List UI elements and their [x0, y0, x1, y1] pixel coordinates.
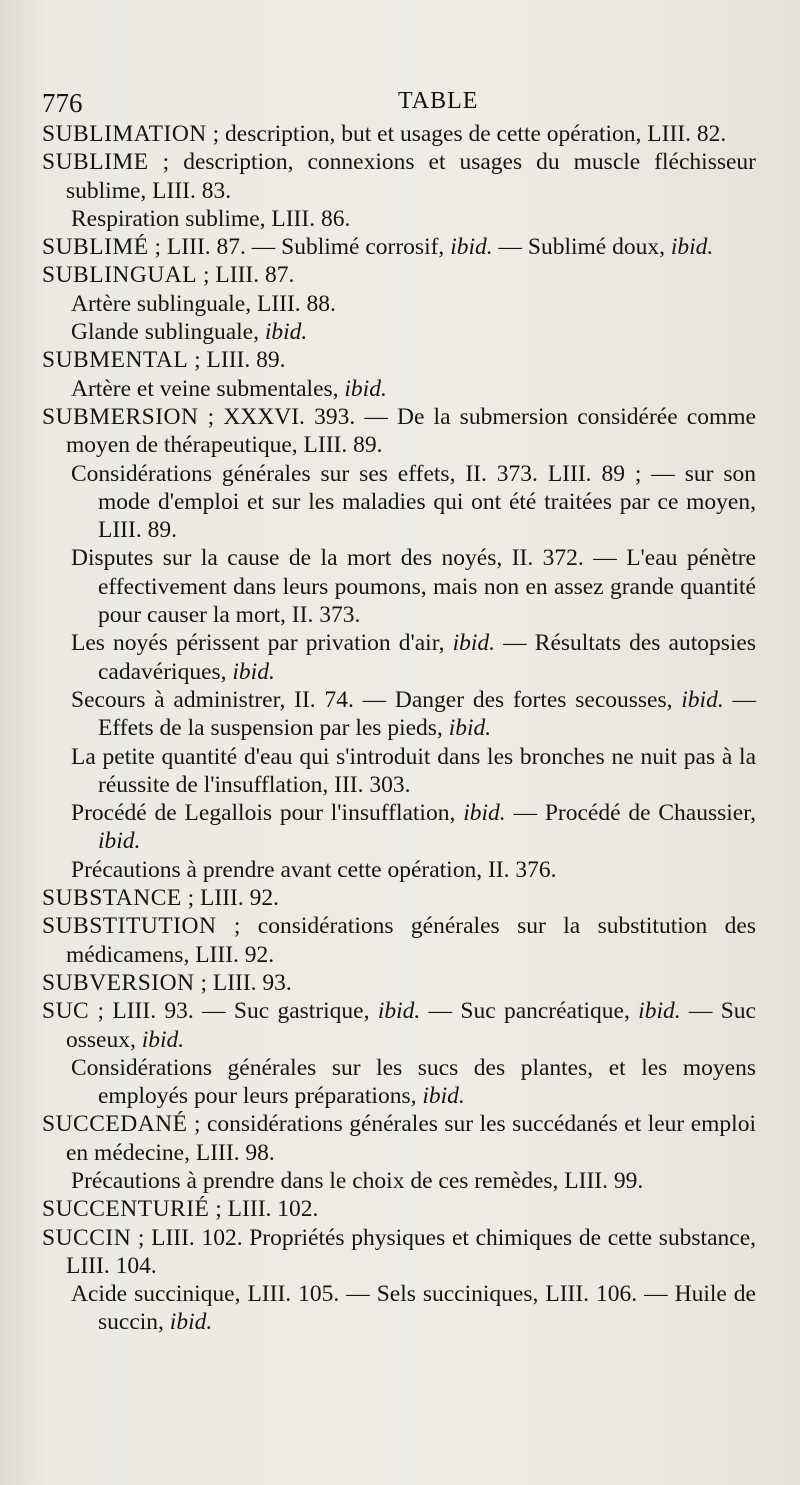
index-entry: [42, 1224, 756, 1281]
entry-text: ; LIII. 87.: [197, 262, 295, 289]
entry-text: ; description, but et usages de cette opération, LIII. 82.: [206, 121, 727, 147]
index-entry: [42, 912, 756, 969]
sub-entry: [42, 1054, 756, 1111]
sub-entry: [42, 375, 756, 403]
entry-headword: SUC: [42, 998, 90, 1025]
sub-entry: [42, 205, 756, 233]
index-entry: [42, 884, 756, 912]
sub-entry: [42, 629, 756, 686]
entry-headword: SUBLINGUAL: [42, 262, 198, 289]
index-entry: [42, 346, 756, 374]
sub-entry: [42, 318, 756, 346]
sub-entry: [42, 1280, 756, 1337]
ibid-ref: ibid.: [141, 1026, 185, 1053]
entry-headword: SUCCENTURIÉ: [42, 1196, 210, 1223]
index-entry: [42, 969, 756, 997]
ibid-ref: ibid.: [232, 658, 275, 685]
entry-text: Artère sublinguale, LIII. 88.: [71, 290, 336, 317]
entry-headword: SUBVERSION: [42, 969, 195, 996]
entry-text: ; LIII. 93.: [194, 969, 292, 996]
entry-text: ; LIII. 93. — Suc gastrique,: [89, 998, 378, 1025]
entry-headword: SUCCEDANÉ: [42, 1111, 188, 1138]
entry-text: Glande sublinguale,: [71, 319, 265, 346]
entry-text: Les noyés périssent par privation d'air,: [71, 630, 453, 657]
running-head: [42, 88, 756, 128]
entry-text: — Suc osseux,: [66, 998, 756, 1053]
entry-headword: SUBLIME: [42, 149, 149, 176]
entry-text: Précautions à prendre dans le choix de ces remèdes, LIII. 99.: [71, 1167, 644, 1194]
entry-headword: SUBMERSION: [42, 403, 199, 430]
entry-text: Artère et veine submentales,: [71, 375, 345, 402]
ibid-ref: ibid.: [422, 1083, 465, 1110]
entry-text: — Procédé de Chaussier,: [505, 800, 756, 827]
sub-entry: [42, 743, 756, 800]
entry-text: ; XXXVI. 393. — De la submersion considérée comme moyen de thérapeutique, LIII. 89.: [66, 403, 756, 459]
entry-text: Précautions à prendre avant cette opération, II. 376.: [71, 856, 557, 883]
sub-entry: [42, 1167, 756, 1195]
sub-entry: [42, 460, 756, 545]
sub-entry: [42, 686, 756, 743]
index-entry: [42, 233, 756, 261]
index-entry: [42, 403, 756, 460]
index-entry: [42, 1110, 756, 1167]
ibid-ref: ibid.: [452, 630, 496, 657]
entry-headword: SUBSTITUTION: [42, 913, 217, 940]
running-title: TABLE: [398, 88, 479, 114]
page-number: 776: [42, 88, 83, 118]
index-entry: [42, 148, 756, 205]
sub-entry: [42, 856, 756, 884]
ibid-ref: ibid.: [450, 234, 493, 261]
ibid-ref: ibid.: [670, 234, 714, 261]
entry-text: ; LIII. 87. — Sublimé corrosif,: [148, 234, 451, 261]
entry-text: ; LIII. 89.: [188, 347, 286, 374]
ibid-ref: ibid.: [98, 828, 141, 855]
index-entries: [42, 120, 756, 1337]
entry-text: Disputes sur la cause de la mort des noyés, II. 372. — L'eau pénètre effectivement dans leurs poumons, mais non en assez grande quantité pour causer la mort, II. 373.: [71, 545, 756, 629]
entry-text: La petite quantité d'eau qui s'introduit dans les bronches ne nuit pas à la réussite de l'insufflation, III. 303.: [71, 743, 756, 798]
ibid-ref: ibid.: [638, 998, 681, 1025]
entry-text: ; LIII. 102.: [209, 1196, 319, 1223]
entry-text: Procédé de Legallois pour l'insufflation,: [71, 800, 464, 827]
entry-text: — Sublimé doux,: [492, 234, 671, 261]
entry-headword: SUBLIMÉ: [42, 234, 149, 261]
ibid-ref: ibid.: [169, 1309, 213, 1336]
index-entry: [42, 997, 756, 1054]
entry-text: Considérations générales sur ses effets, II. 373. LIII. 89 ; — sur son mode d'emploi et sur les maladies qui ont été traitées par ce moyen, LIII. 89.: [71, 460, 756, 544]
entry-text: — Suc pancréatique,: [420, 998, 639, 1025]
entry-text: ; considérations générales sur les succédanés et leur emploi en médecine, LIII. 98.: [66, 1111, 756, 1166]
sub-entry: [42, 544, 756, 629]
ibid-ref: ibid.: [264, 319, 308, 346]
entry-headword: SUBSTANCE: [42, 885, 182, 912]
ibid-ref: ibid.: [681, 686, 724, 713]
entry-text: ; description, connexions et usages du muscle fléchisseur sublime, LIII. 83.: [66, 149, 756, 204]
entry-text: — Effets de la suspension par les pieds,: [98, 686, 757, 742]
sub-entry: [42, 799, 756, 856]
sub-entry: [42, 290, 756, 318]
ibid-ref: ibid.: [377, 998, 421, 1025]
entry-text: — Résultats des autopsies cadavériques,: [98, 630, 756, 685]
entry-text: Acide succinique, LIII. 105. — Sels succiniques, LIII. 106. — Huile de succin,: [71, 1281, 756, 1336]
entry-text: Considérations générales sur les sucs des plantes, et les moyens employés pour leurs préparations,: [71, 1054, 756, 1110]
entry-headword: SUBMENTAL: [42, 347, 189, 374]
entry-text: Secours à administrer, II. 74. — Danger des fortes secousses,: [71, 686, 682, 713]
ibid-ref: ibid.: [344, 375, 387, 402]
ibid-ref: ibid.: [463, 800, 506, 827]
entry-headword: SUCCIN: [42, 1224, 132, 1251]
entry-text: Respiration sublime, LIII. 86.: [71, 205, 351, 232]
entry-text: ; LIII. 92.: [181, 885, 279, 912]
entry-text: ; considérations générales sur la substitution des médicamens, LIII. 92.: [66, 913, 756, 968]
entry-text: ; LIII. 102. Propriétés physiques et chimiques de cette substance, LIII. 104.: [66, 1224, 756, 1279]
entry-headword: SUBLIMATION: [42, 121, 207, 147]
index-entry: [42, 261, 756, 289]
ibid-ref: ibid.: [448, 715, 492, 742]
index-entry: [42, 1195, 756, 1223]
